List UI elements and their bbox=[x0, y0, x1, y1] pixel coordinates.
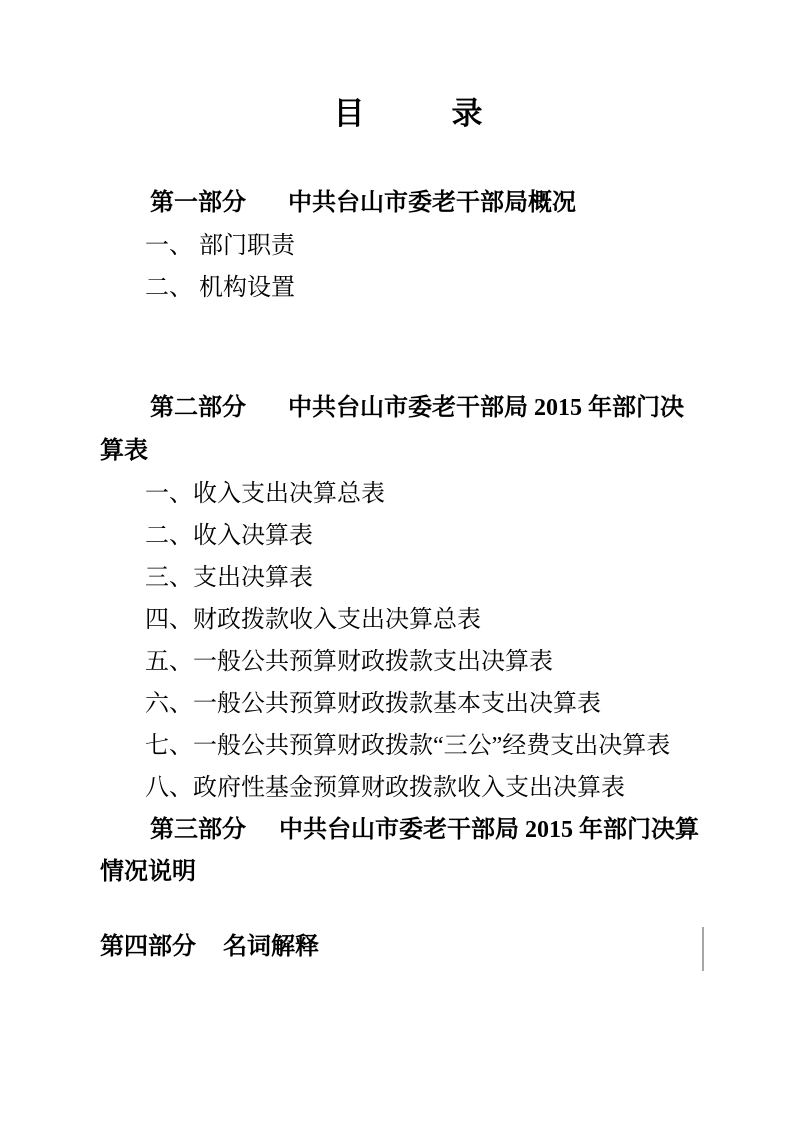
part4-heading bbox=[100, 926, 705, 968]
part2-item-3: 三、支出决算表 bbox=[145, 565, 313, 591]
part2-title: 中共台山市委老干部局 2015 年部门决算表 bbox=[100, 395, 684, 464]
revision-change-bar bbox=[702, 927, 704, 971]
part3-heading bbox=[100, 809, 705, 893]
toc-content bbox=[0, 182, 793, 968]
part2-item-1: 一、收入支出决算总表 bbox=[145, 481, 385, 507]
part2-item-4: 四、财政拨款收入支出决算总表 bbox=[145, 607, 481, 633]
part2-item-7: 七、一般公共预算财政拨款“三公”经费支出决算表 bbox=[145, 733, 671, 759]
page-title: 目录 bbox=[333, 96, 570, 131]
part1-label: 第一部分 bbox=[150, 190, 246, 216]
part2-heading bbox=[100, 387, 705, 473]
part4-title: 名词解释 bbox=[223, 934, 319, 960]
part2-label: 第二部分 bbox=[150, 395, 246, 421]
part2-item-8: 八、政府性基金预算财政拨款收入支出决算表 bbox=[145, 775, 625, 801]
part2-item-5: 五、一般公共预算财政拨款支出决算表 bbox=[145, 649, 553, 675]
part2-item-6: 六、一般公共预算财政拨款基本支出决算表 bbox=[145, 691, 601, 717]
part1-item-1: 一、 部门职责 bbox=[145, 233, 295, 259]
part1-item-2: 二、 机构设置 bbox=[145, 275, 295, 301]
part1-title: 中共台山市委老干部局概况 bbox=[288, 190, 576, 216]
part1-heading bbox=[100, 182, 705, 225]
part3-label: 第三部分 bbox=[150, 817, 246, 843]
part3-title: 中共台山市委老干部局 2015 年部门决算情况说明 bbox=[100, 817, 699, 885]
part4-label: 第四部分 bbox=[100, 934, 196, 960]
part2-item-2: 二、收入决算表 bbox=[145, 523, 313, 549]
